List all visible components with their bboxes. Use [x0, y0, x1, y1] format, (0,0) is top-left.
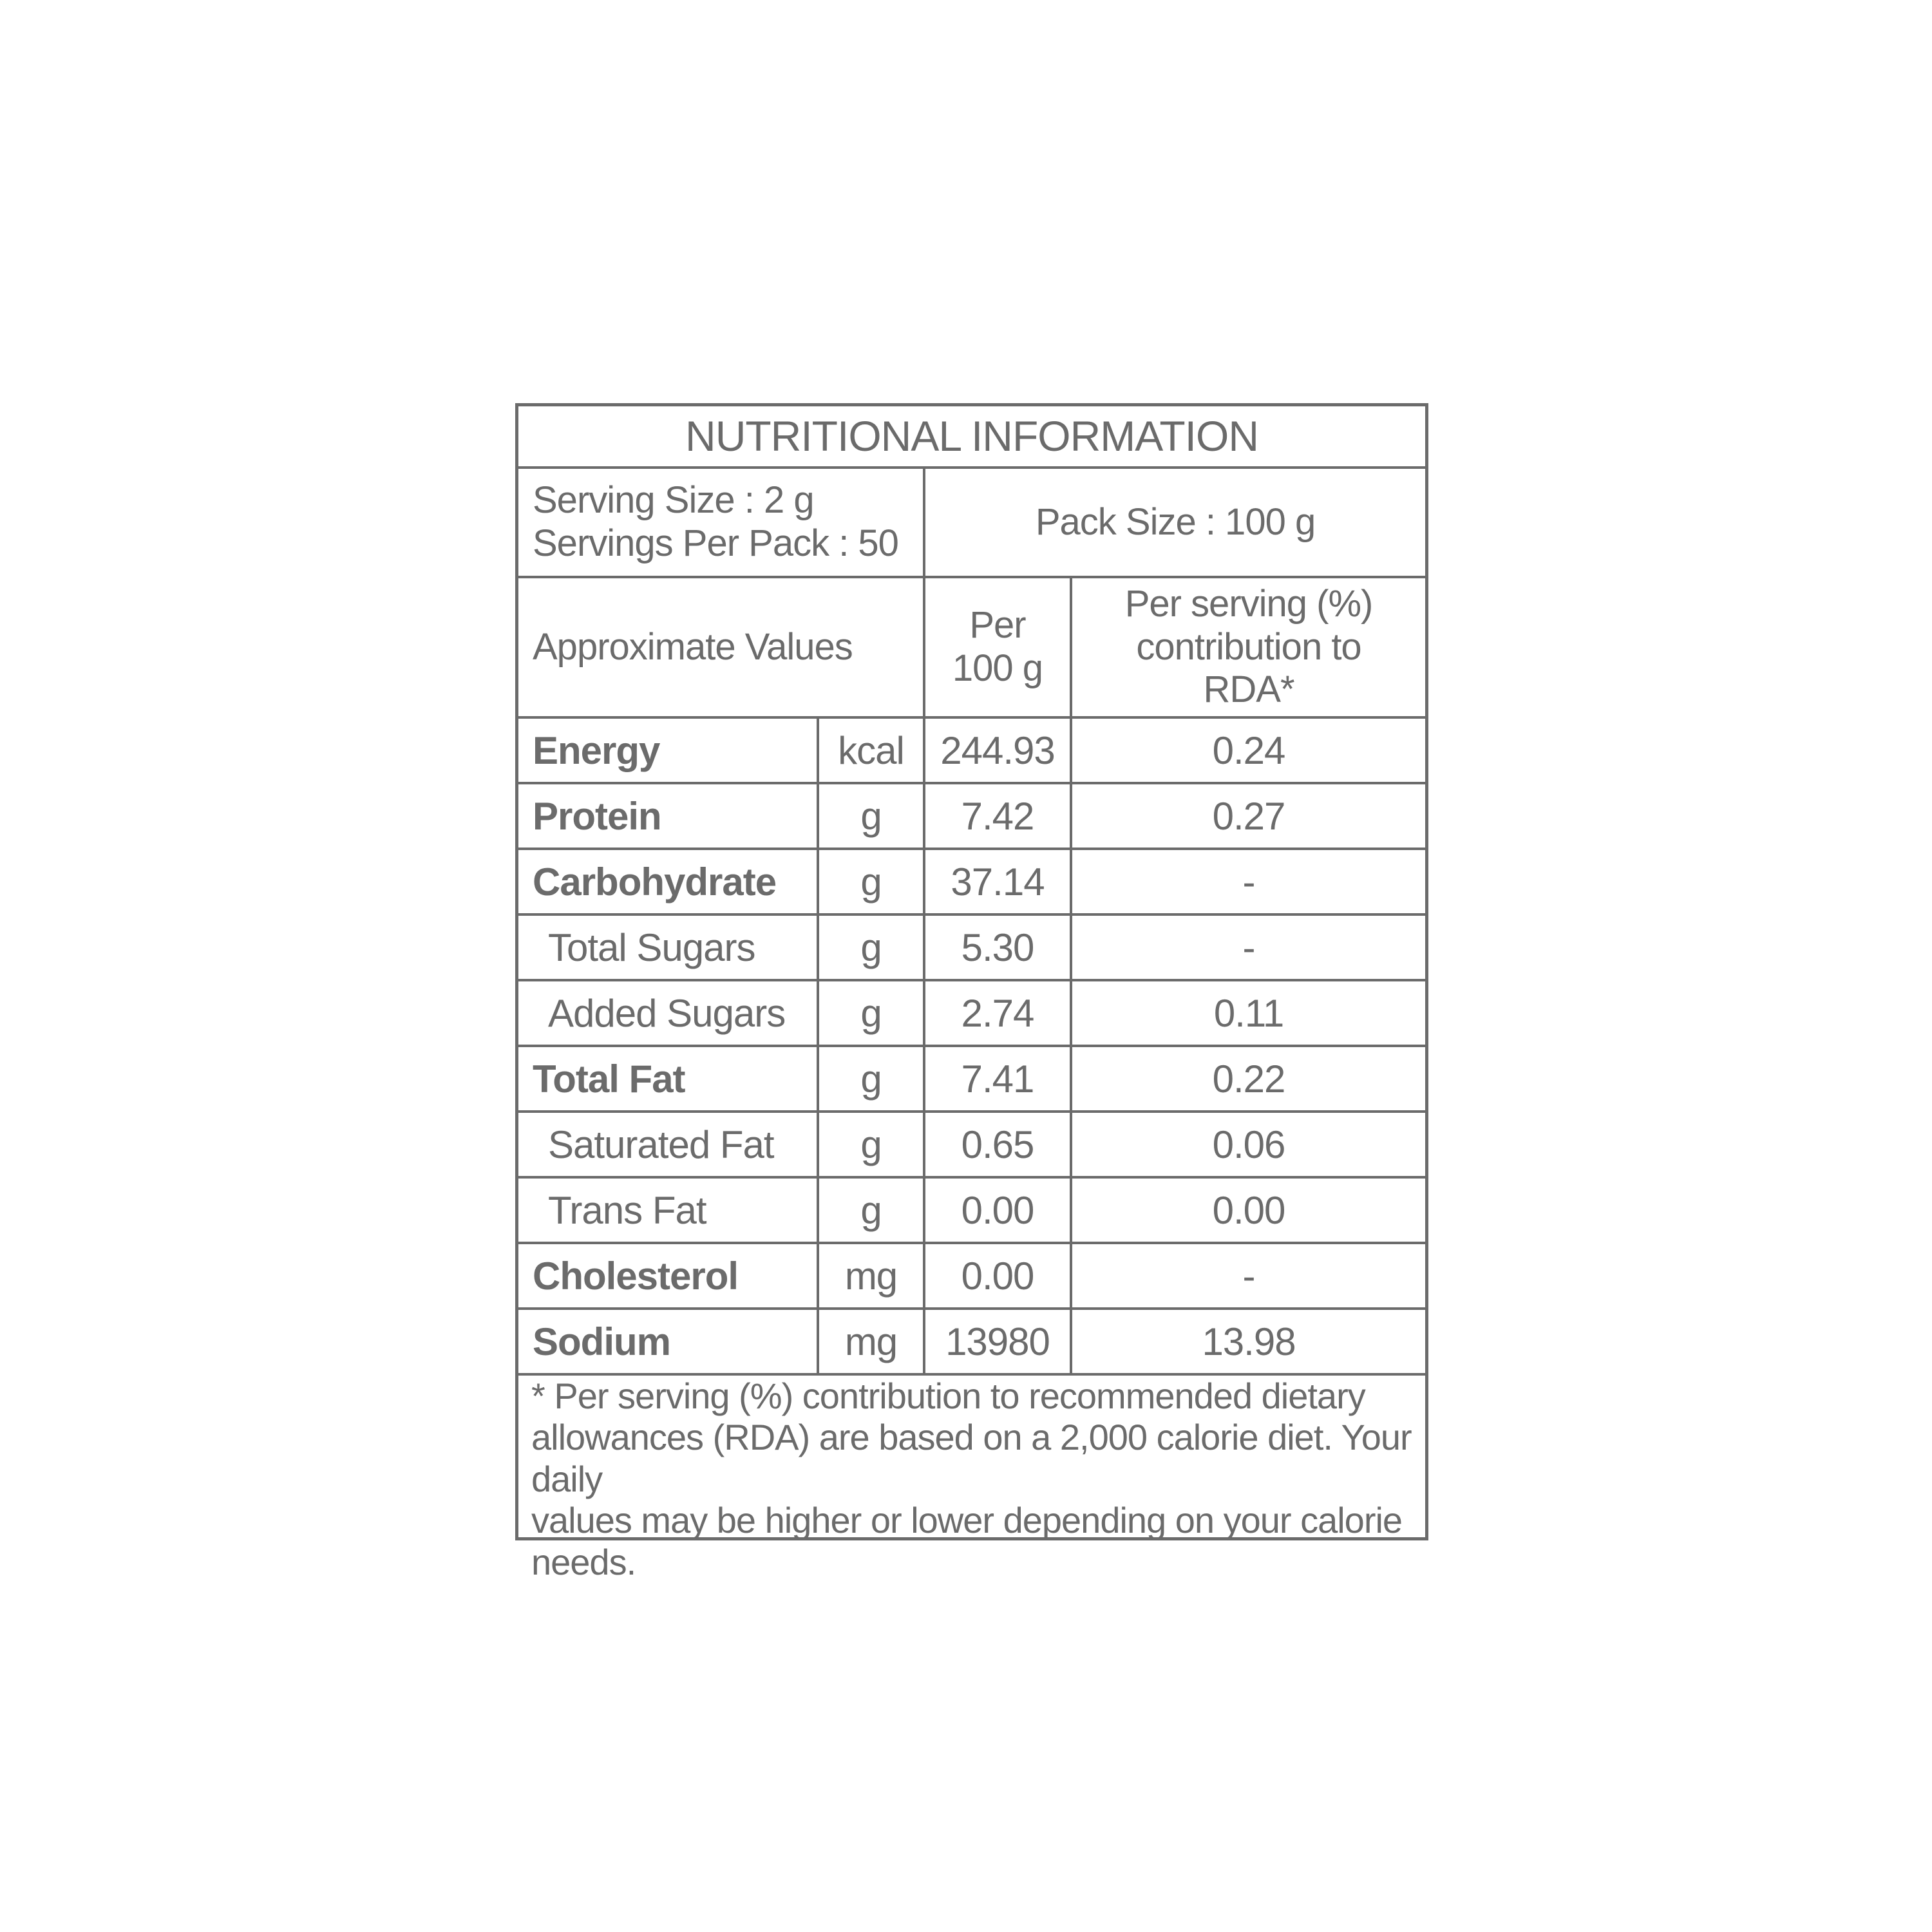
- nutrient-rda: 0.27: [1071, 783, 1425, 849]
- nutrient-name: Total Sugars: [518, 914, 818, 980]
- nutrient-rda: -: [1071, 914, 1425, 980]
- nutrient-name: Protein: [518, 783, 818, 849]
- nutrient-unit: mg: [818, 1309, 924, 1374]
- nutrient-rda: -: [1071, 1243, 1425, 1309]
- nutrient-per100: 0.00: [924, 1243, 1071, 1309]
- nutrient-name: Total Fat: [518, 1046, 818, 1112]
- nutrient-per100: 13980: [924, 1309, 1071, 1374]
- nutrient-per100: 5.30: [924, 914, 1071, 980]
- nutrient-unit: g: [818, 1046, 924, 1112]
- pack-size: Pack Size : 100 g: [924, 468, 1425, 577]
- nutrient-unit: kcal: [818, 717, 924, 783]
- nutrient-per100: 244.93: [924, 717, 1071, 783]
- table-row-energy: [518, 717, 1425, 783]
- nutrient-name: Saturated Fat: [518, 1112, 818, 1177]
- footnote: [518, 1374, 1425, 1583]
- nutrient-name: Trans Fat: [518, 1177, 818, 1243]
- nutrient-unit: mg: [818, 1243, 924, 1309]
- table-row-total-sugars: [518, 914, 1425, 980]
- serving-size: Serving Size : 2 g: [533, 479, 814, 522]
- footnote-line1: * Per serving (%) contribution to recommended dietary: [531, 1376, 1365, 1416]
- header-approximate-values: Approximate Values: [518, 577, 924, 717]
- nutrient-name: Sodium: [518, 1309, 818, 1374]
- nutrient-unit: g: [818, 849, 924, 914]
- serving-info: [518, 468, 924, 577]
- header-rda: [1071, 577, 1425, 717]
- nutrient-per100: 37.14: [924, 849, 1071, 914]
- nutrient-unit: g: [818, 980, 924, 1046]
- nutrient-unit: g: [818, 1112, 924, 1177]
- table-row-cholesterol: [518, 1243, 1425, 1309]
- nutrient-per100: 2.74: [924, 980, 1071, 1046]
- nutrient-name: Cholesterol: [518, 1243, 818, 1309]
- table-row-protein: [518, 783, 1425, 849]
- table-row-added-sugars: [518, 980, 1425, 1046]
- nutrient-name: Added Sugars: [518, 980, 818, 1046]
- table-title: NUTRITIONAL INFORMATION: [518, 406, 1425, 468]
- header-per-100g: Per 100 g: [924, 577, 1071, 717]
- nutrient-rda: -: [1071, 849, 1425, 914]
- table-row-sodium: [518, 1309, 1425, 1374]
- header-rda-line2: contribution to: [1136, 625, 1361, 668]
- header-rda-line1: Per serving (%): [1124, 582, 1373, 625]
- nutrient-unit: g: [818, 783, 924, 849]
- nutrient-unit: g: [818, 914, 924, 980]
- nutrient-per100: 7.41: [924, 1046, 1071, 1112]
- nutrition-table: [518, 406, 1425, 1583]
- nutrient-rda: 0.24: [1071, 717, 1425, 783]
- nutrient-unit: g: [818, 1177, 924, 1243]
- table-row-trans-fat: [518, 1177, 1425, 1243]
- nutrient-rda: 0.06: [1071, 1112, 1425, 1177]
- nutrient-rda: 0.00: [1071, 1177, 1425, 1243]
- nutrient-name: Carbohydrate: [518, 849, 818, 914]
- nutrient-rda: 0.22: [1071, 1046, 1425, 1112]
- servings-per-pack: Servings Per Pack : 50: [533, 522, 898, 564]
- footnote-line3: values may be higher or lower depending on your calorie needs.: [531, 1500, 1403, 1582]
- footnote-line2: allowances (RDA) are based on a 2,000 calorie diet. Your daily: [531, 1417, 1412, 1499]
- nutrient-per100: 0.00: [924, 1177, 1071, 1243]
- nutrition-panel: [515, 403, 1428, 1582]
- table-row-total-fat: [518, 1046, 1425, 1112]
- nutrient-rda: 0.11: [1071, 980, 1425, 1046]
- table-row-carbohydrate: [518, 849, 1425, 914]
- nutrient-name: Energy: [518, 717, 818, 783]
- table-row-saturated-fat: [518, 1112, 1425, 1177]
- header-rda-line3: RDA*: [1203, 668, 1294, 711]
- nutrient-per100: 0.65: [924, 1112, 1071, 1177]
- nutrient-rda: 13.98: [1071, 1309, 1425, 1374]
- nutrient-per100: 7.42: [924, 783, 1071, 849]
